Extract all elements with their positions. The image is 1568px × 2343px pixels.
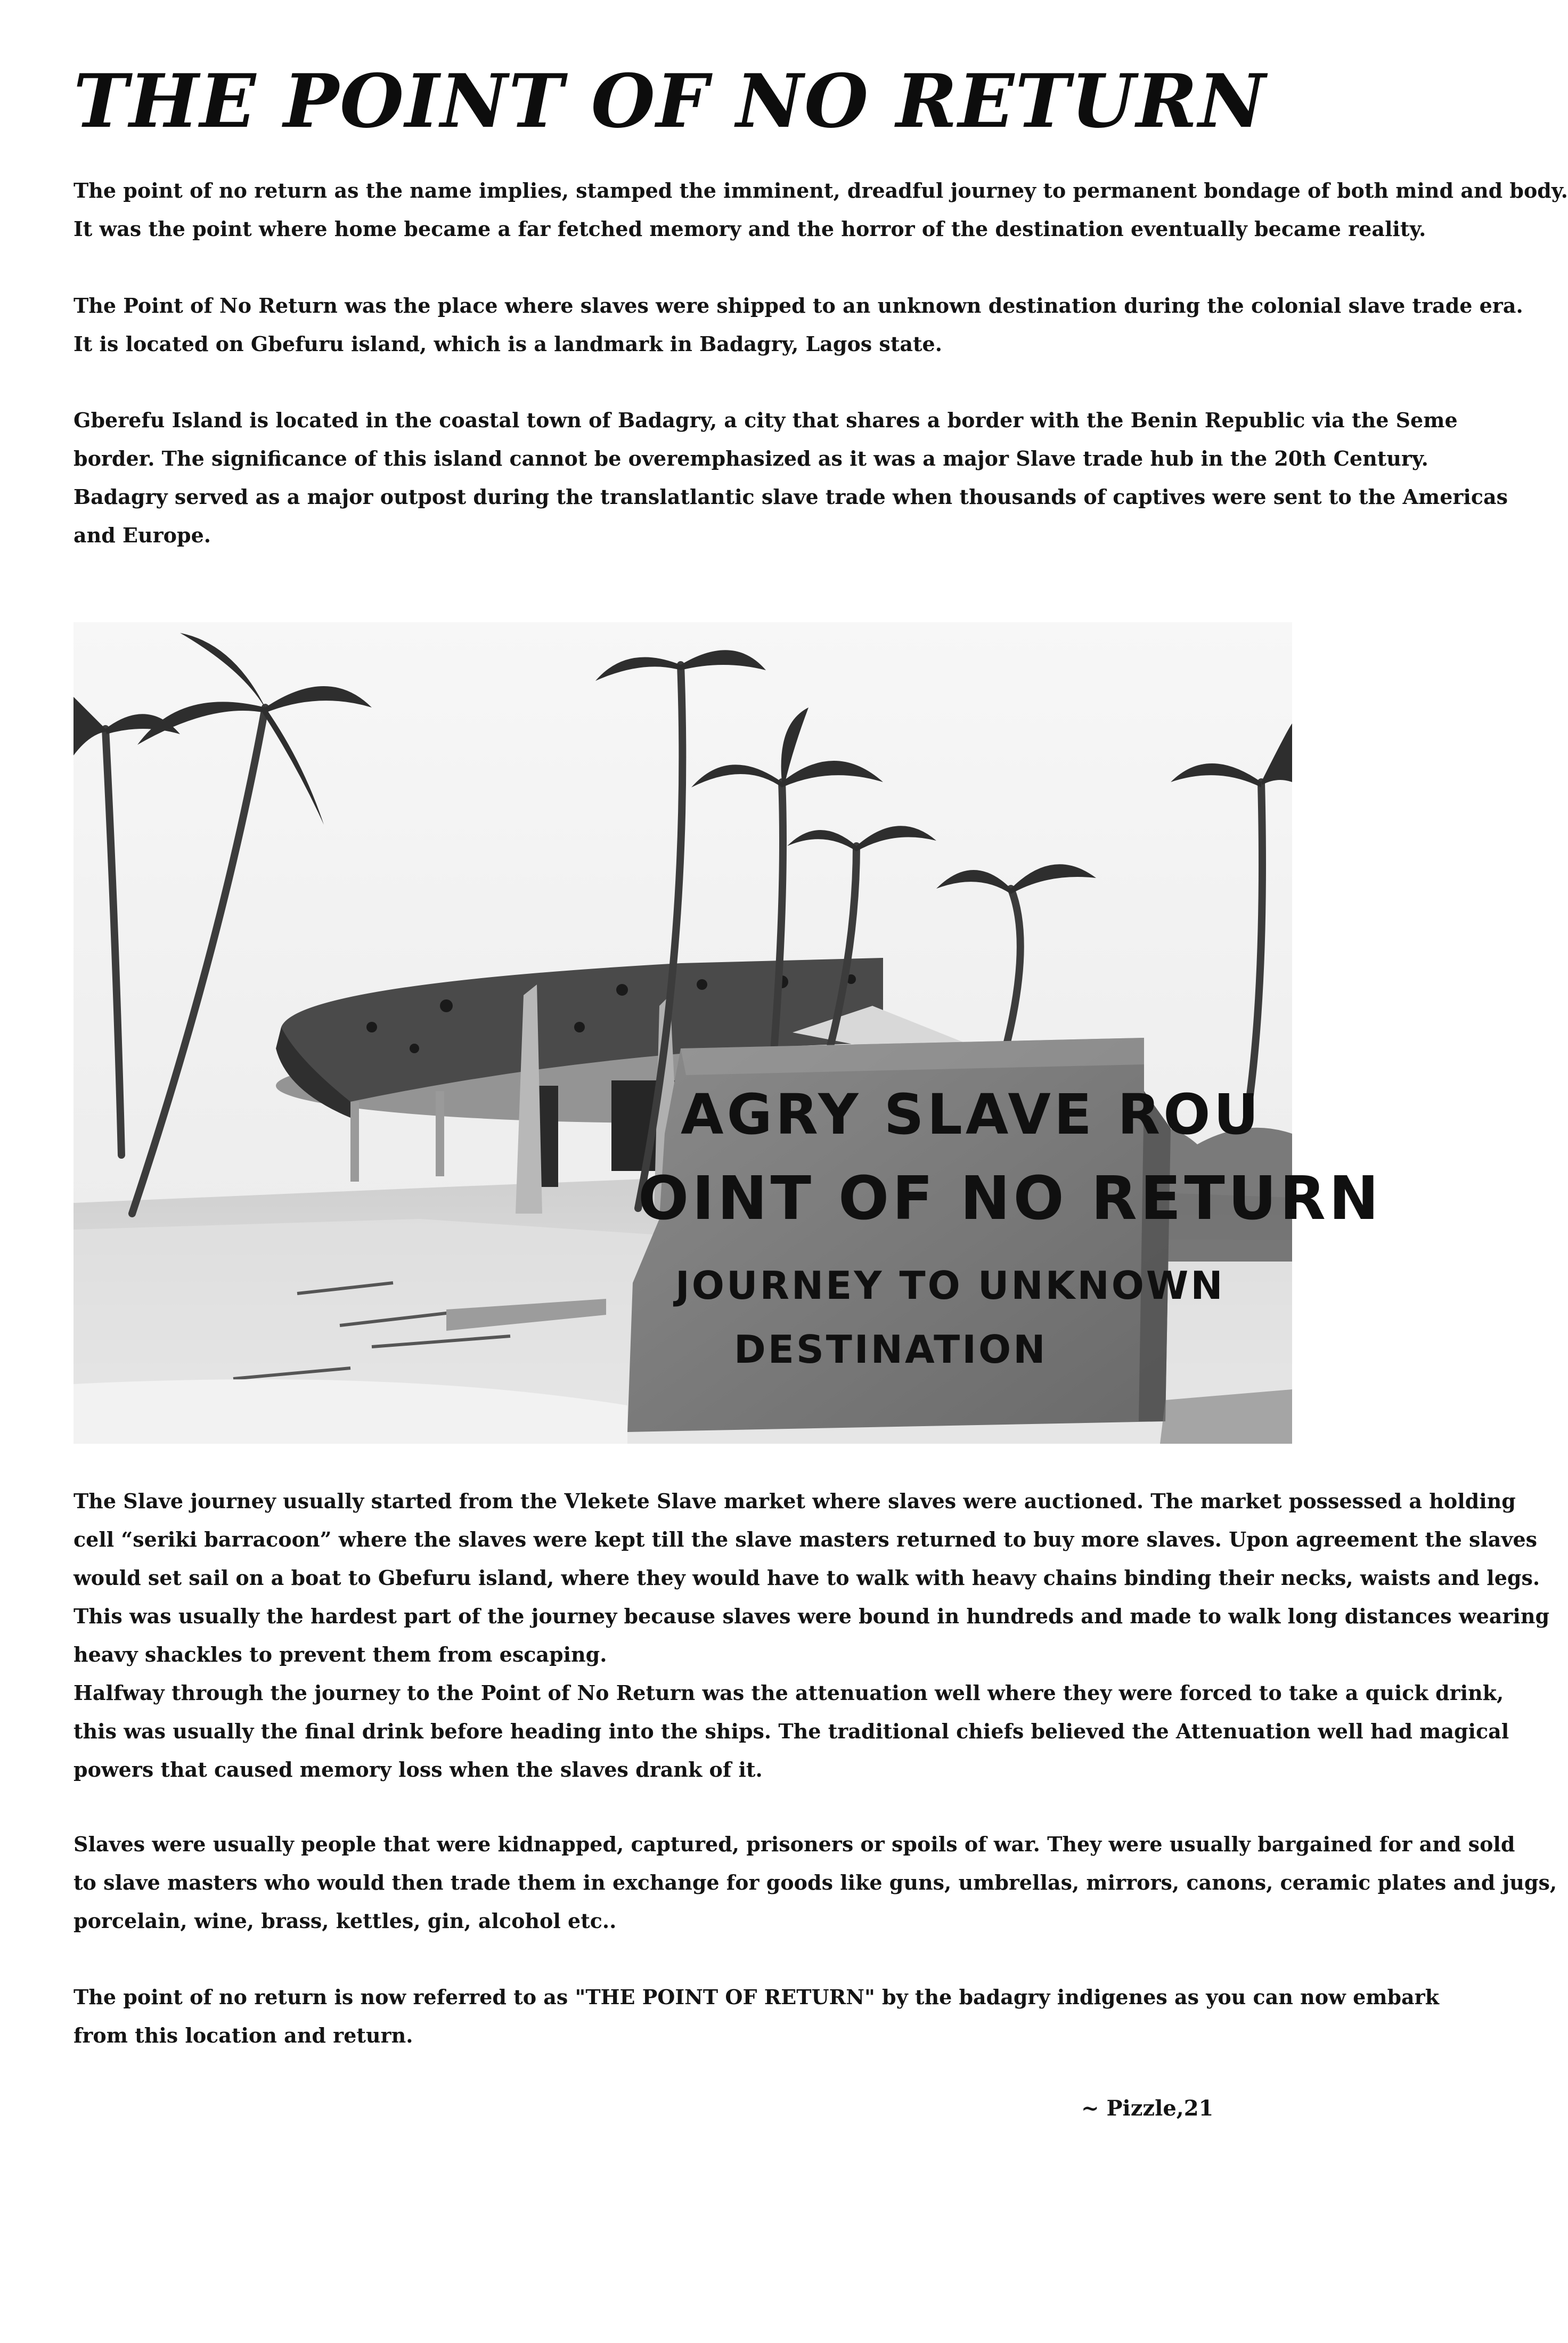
- paragraph-line: from this location and return.: [74, 2023, 413, 2047]
- author-signature: ~ Pizzle,21: [1081, 2096, 1214, 2121]
- paragraph-line: to slave masters who would then trade them in exchange for goods like guns, umbrellas, mirrors, canons, ceramic plates and jugs,: [74, 1870, 1557, 1894]
- paragraph-line: Gberefu Island is located in the coastal town of Badagry, a city that shares a border with the Benin Republic via the Seme: [74, 408, 1458, 432]
- paragraph-line: border. The significance of this island cannot be overemphasized as it was a major Slave trade hub in the 20th Century.: [74, 446, 1428, 470]
- paragraph-line: It was the point where home became a far fetched memory and the horror of the destination eventually became reality.: [74, 217, 1426, 241]
- paragraph-line: Badagry served as a major outpost during the translatlantic slave trade when thousands of captives were sent to the Americas: [74, 485, 1508, 509]
- point-of-no-return-photo: [74, 622, 1382, 1444]
- paragraph-line: The point of no return as the name implies, stamped the imminent, dreadful journey to permanent bondage of both mind and body.: [74, 178, 1568, 202]
- paragraph-island: [74, 401, 1508, 555]
- paragraph-line: The Point of No Return was the place where slaves were shipped to an unknown destination during the colonial slave trade era.: [74, 294, 1523, 318]
- paragraph-line: Halfway through the journey to the Point of No Return was the attenuation well where they were forced to take a quick drink,: [74, 1681, 1504, 1705]
- paragraph-line: Slaves were usually people that were kidnapped, captured, prisoners or spoils of war. They were usually bargained for and sold: [74, 1832, 1515, 1856]
- sign-line-2: OINT OF NO RETURN: [638, 1164, 1382, 1233]
- paragraph-line: would set sail on a boat to Gbefuru island, where they would have to walk with heavy chains binding their necks, waists and legs.: [74, 1566, 1540, 1590]
- paragraph-line: powers that caused memory loss when the slaves drank of it.: [74, 1758, 763, 1781]
- paragraph-line: cell “seriki barracoon” where the slaves were kept till the slave masters returned to buy more slaves. Upon agreement the slaves: [74, 1527, 1538, 1551]
- paragraph-journey: [74, 1482, 1550, 1789]
- paragraph-line: This was usually the hardest part of the journey because slaves were bound in hundreds and made to walk long distances wearing: [74, 1604, 1550, 1628]
- paragraph-slaves: [74, 1825, 1557, 1940]
- paragraph-line: The Slave journey usually started from the Vlekete Slave market where slaves were auctioned. The market possessed a holding: [74, 1489, 1516, 1513]
- paragraph-intro: [74, 172, 1568, 248]
- paragraph-line: It is located on Gbefuru island, which is a landmark in Badagry, Lagos state.: [74, 332, 942, 356]
- paragraph-location: [74, 287, 1523, 363]
- paragraph-line: heavy shackles to prevent them from escaping.: [74, 1642, 607, 1666]
- paragraph-line: porcelain, wine, brass, kettles, gin, alcohol etc..: [74, 1909, 617, 1933]
- paragraph-line: The point of no return is now referred to as "THE POINT OF RETURN" by the badagry indigenes as you can now embark: [74, 1985, 1439, 2009]
- paragraph-line: this was usually the final drink before heading into the ships. The traditional chiefs believed the Attenuation well had magical: [74, 1719, 1509, 1743]
- paragraph-return: [74, 1978, 1439, 2055]
- sign-line-3: JOURNEY TO UNKNOWN: [675, 1263, 1225, 1308]
- sign-line-4: DESTINATION: [734, 1327, 1048, 1372]
- paragraph-line: and Europe.: [74, 523, 211, 547]
- sign-line-1: AGRY SLAVE ROU: [681, 1082, 1262, 1147]
- article-title: THE POINT OF NO RETURN: [74, 58, 1267, 144]
